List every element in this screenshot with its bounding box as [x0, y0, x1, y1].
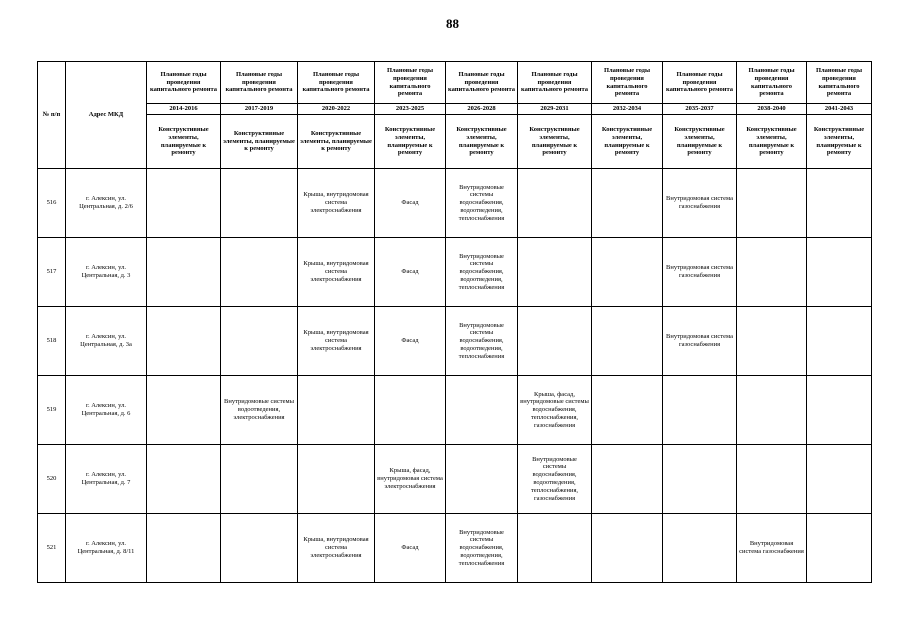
- header-period: 2023-2025: [375, 104, 446, 115]
- repair-elements-cell: [807, 376, 872, 445]
- header-elements: Конструктивные элементы, планируемые к ремонту: [807, 115, 872, 169]
- header-elements: Конструктивные элементы, планируемые к ремонту: [446, 115, 518, 169]
- row-number: 520: [38, 445, 66, 514]
- repair-elements-cell: [737, 445, 807, 514]
- header-elements: Конструктивные элементы, планируемые к ремонту: [147, 115, 221, 169]
- repair-elements-cell: Внутридомовая система газоснабжения: [663, 307, 737, 376]
- header-elements: Конструктивные элементы, планируемые к ремонту: [663, 115, 737, 169]
- repair-elements-cell: [592, 169, 663, 238]
- row-number: 516: [38, 169, 66, 238]
- repair-elements-cell: [807, 307, 872, 376]
- repair-elements-cell: Крыша, внутридомовая система электроснабжения: [298, 169, 375, 238]
- repair-elements-cell: [737, 376, 807, 445]
- repair-elements-cell: [663, 376, 737, 445]
- header-period: 2020-2022: [298, 104, 375, 115]
- header-elements: Конструктивные элементы, планируемые к ремонту: [221, 115, 298, 169]
- table-row: [38, 307, 872, 376]
- header-period: 2014-2016: [147, 104, 221, 115]
- repair-elements-cell: Внутридомовая система газоснабжения: [663, 238, 737, 307]
- header-plan-years: Плановые годы проведения капитального ремонта: [446, 62, 518, 104]
- repair-elements-cell: [518, 169, 592, 238]
- row-number: 521: [38, 514, 66, 583]
- repair-elements-cell: [663, 445, 737, 514]
- header-plan-years: Плановые годы проведения капитального ремонта: [592, 62, 663, 104]
- repair-elements-cell: [737, 307, 807, 376]
- repair-elements-cell: Внутридомовая система газоснабжения: [737, 514, 807, 583]
- repair-elements-cell: [221, 445, 298, 514]
- repair-elements-cell: [298, 445, 375, 514]
- repair-elements-cell: [807, 238, 872, 307]
- row-address: г. Алексин, ул. Центральная, д. 8/11: [66, 514, 147, 583]
- repair-elements-cell: [147, 376, 221, 445]
- repair-elements-cell: Фасад: [375, 307, 446, 376]
- repair-elements-cell: Внутридомовые системы водоотведения, электроснабжения: [221, 376, 298, 445]
- repair-elements-cell: Внутридомовые системы водоснабжения, водоотведения, теплоснабжения: [446, 307, 518, 376]
- header-address: Адрес МКД: [66, 62, 147, 169]
- row-number: 519: [38, 376, 66, 445]
- repair-elements-cell: [147, 169, 221, 238]
- row-number: 517: [38, 238, 66, 307]
- header-plan-years: Плановые годы проведения капитального ремонта: [375, 62, 446, 104]
- repair-elements-cell: [147, 238, 221, 307]
- repair-elements-cell: [446, 376, 518, 445]
- row-address: г. Алексин, ул. Центральная, д. 7: [66, 445, 147, 514]
- repair-elements-cell: [592, 376, 663, 445]
- repair-elements-cell: [592, 238, 663, 307]
- header-plan-years: Плановые годы проведения капитального ремонта: [807, 62, 872, 104]
- table-row: [38, 376, 872, 445]
- repair-elements-cell: [221, 238, 298, 307]
- header-elements: Конструктивные элементы, планируемые к ремонту: [592, 115, 663, 169]
- repair-elements-cell: [147, 445, 221, 514]
- header-elements: Конструктивные элементы, планируемые к ремонту: [518, 115, 592, 169]
- repair-elements-cell: [221, 169, 298, 238]
- header-plan-years: Плановые годы проведения капитального ремонта: [147, 62, 221, 104]
- header-plan-years: Плановые годы проведения капитального ремонта: [518, 62, 592, 104]
- row-address: г. Алексин, ул. Центральная, д. 6: [66, 376, 147, 445]
- table-row: [38, 169, 872, 238]
- repair-elements-cell: [446, 445, 518, 514]
- header-elements: Конструктивные элементы, планируемые к ремонту: [298, 115, 375, 169]
- header-elements: Конструктивные элементы, планируемые к ремонту: [737, 115, 807, 169]
- repair-elements-cell: [592, 307, 663, 376]
- row-number: 518: [38, 307, 66, 376]
- page-number: 88: [446, 16, 459, 31]
- repair-elements-cell: [147, 307, 221, 376]
- repair-elements-cell: Крыша, внутридомовая система электроснабжения: [298, 238, 375, 307]
- repair-elements-cell: Фасад: [375, 238, 446, 307]
- header-period: 2029-2031: [518, 104, 592, 115]
- table-row: [38, 514, 872, 583]
- repair-elements-cell: [221, 514, 298, 583]
- repair-elements-cell: [221, 307, 298, 376]
- header-period: 2026-2028: [446, 104, 518, 115]
- repair-elements-cell: [737, 169, 807, 238]
- header-period: 2035-2037: [663, 104, 737, 115]
- header-plan-years: Плановые годы проведения капитального ремонта: [737, 62, 807, 104]
- repair-elements-cell: Крыша, внутридомовая система электроснабжения: [298, 307, 375, 376]
- repair-elements-cell: Внутридомовые системы водоснабжения, водоотведения, теплоснабжения, газоснабжения: [518, 445, 592, 514]
- header-period: 2017-2019: [221, 104, 298, 115]
- repair-elements-cell: [298, 376, 375, 445]
- repair-elements-cell: [663, 514, 737, 583]
- header-period: 2041-2043: [807, 104, 872, 115]
- table-row: [38, 445, 872, 514]
- header-period: 2032-2034: [592, 104, 663, 115]
- repair-elements-cell: Крыша, внутридомовая система электроснабжения: [298, 514, 375, 583]
- repair-elements-cell: Крыша, фасад, внутридомовая система электроснабжения: [375, 445, 446, 514]
- row-address: г. Алексин, ул. Центральная, д. 3: [66, 238, 147, 307]
- repair-elements-cell: [807, 169, 872, 238]
- repair-elements-cell: [518, 514, 592, 583]
- header-plan-years: Плановые годы проведения капитального ремонта: [663, 62, 737, 104]
- repair-elements-cell: [375, 376, 446, 445]
- repair-elements-cell: [592, 445, 663, 514]
- repair-elements-cell: Фасад: [375, 169, 446, 238]
- table-row: [38, 238, 872, 307]
- repair-elements-cell: Внутридомовые системы водоснабжения, водоотведения, теплоснабжения: [446, 514, 518, 583]
- repair-elements-cell: [807, 514, 872, 583]
- repair-elements-cell: [518, 307, 592, 376]
- repair-elements-cell: [737, 238, 807, 307]
- repair-elements-cell: Внутридомовая система газоснабжения: [663, 169, 737, 238]
- repair-elements-cell: [807, 445, 872, 514]
- header-number: № п/п: [38, 62, 66, 169]
- header-elements: Конструктивные элементы, планируемые к ремонту: [375, 115, 446, 169]
- repair-elements-cell: [592, 514, 663, 583]
- row-address: г. Алексин, ул. Центральная, д. 3а: [66, 307, 147, 376]
- header-plan-years: Плановые годы проведения капитального ремонта: [298, 62, 375, 104]
- header-plan-years: Плановые годы проведения капитального ремонта: [221, 62, 298, 104]
- capital-repair-plan-table: [37, 61, 872, 583]
- repair-elements-cell: Фасад: [375, 514, 446, 583]
- row-address: г. Алексин, ул. Центральная, д. 2/6: [66, 169, 147, 238]
- repair-elements-cell: Внутридомовые системы водоснабжения, водоотведения, теплоснабжения: [446, 169, 518, 238]
- repair-elements-cell: Внутридомовые системы водоснабжения, водоотведения, теплоснабжения: [446, 238, 518, 307]
- repair-elements-cell: [147, 514, 221, 583]
- header-period: 2038-2040: [737, 104, 807, 115]
- repair-elements-cell: [518, 238, 592, 307]
- repair-elements-cell: Крыша, фасад, внутридомовые системы водоснабжения, теплоснабжения, газоснабжения: [518, 376, 592, 445]
